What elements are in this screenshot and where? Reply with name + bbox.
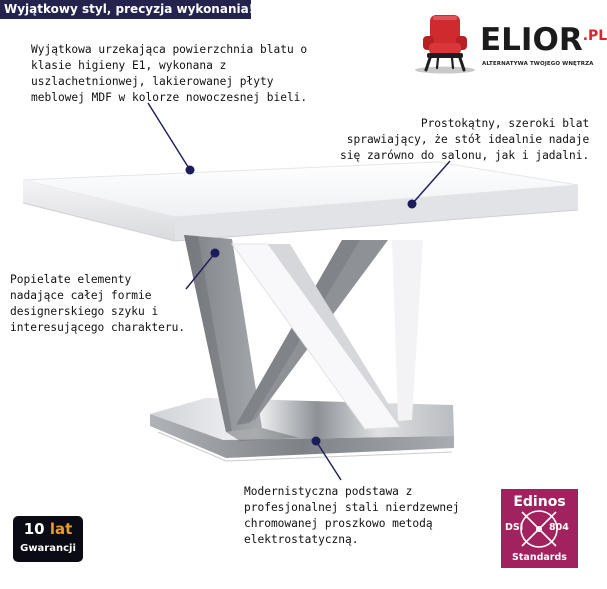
annotation-shape: Prostokątny, szeroki blat sprawiający, że stół idealnie nadaje się zarówno do salonu, jak i jadalni.	[340, 117, 590, 162]
warranty-unit: lat	[49, 520, 73, 538]
brand-name: ELIOR	[480, 22, 583, 58]
page-header: Wyjątkowy styl, precyzja wykonania!	[0, 0, 251, 19]
certification-title: Edinos	[513, 494, 566, 510]
leader-dot-base	[312, 437, 321, 446]
brand-logo	[480, 22, 607, 58]
warranty-badge	[13, 516, 83, 562]
certification-badge	[501, 489, 578, 568]
warranty-label: Gwarancji	[20, 543, 76, 554]
leader-dot-shape	[408, 200, 417, 209]
certification-left: DSI	[505, 522, 524, 533]
leader-line-surface	[148, 103, 190, 170]
certification-bottom: Standards	[512, 552, 567, 563]
warranty-period	[13, 520, 83, 538]
armchair-icon	[415, 15, 475, 74]
leader-dot-grey	[211, 249, 220, 258]
annotation-surface: Wyjątkowa urzekająca powierzchnia blatu o klasie higieny E1, wykonana z uszlachetnionwej, lakierowanej płyty meblowej MDF w kolorze nowoczesnej bieli.	[31, 43, 308, 104]
back-white-leg	[392, 240, 423, 421]
brand-suffix: .PL	[582, 28, 607, 44]
annotation-grey-elements: Popielate elementy nadające całej formie designerskiego szyku i interesującego charakteru.	[10, 273, 186, 334]
leader-dot-surface	[186, 166, 195, 175]
brand-tagline: ALTERNATYWA TWOJEGO WNĘTRZA	[482, 61, 594, 67]
annotation-base: Modernistyczna podstawa z profesjonalnej stali nierdzewnej chromowanej proszkowo metodą elektrostatyczną.	[244, 485, 460, 546]
certification-number: 804	[549, 522, 569, 533]
warranty-years: 10	[23, 520, 45, 538]
